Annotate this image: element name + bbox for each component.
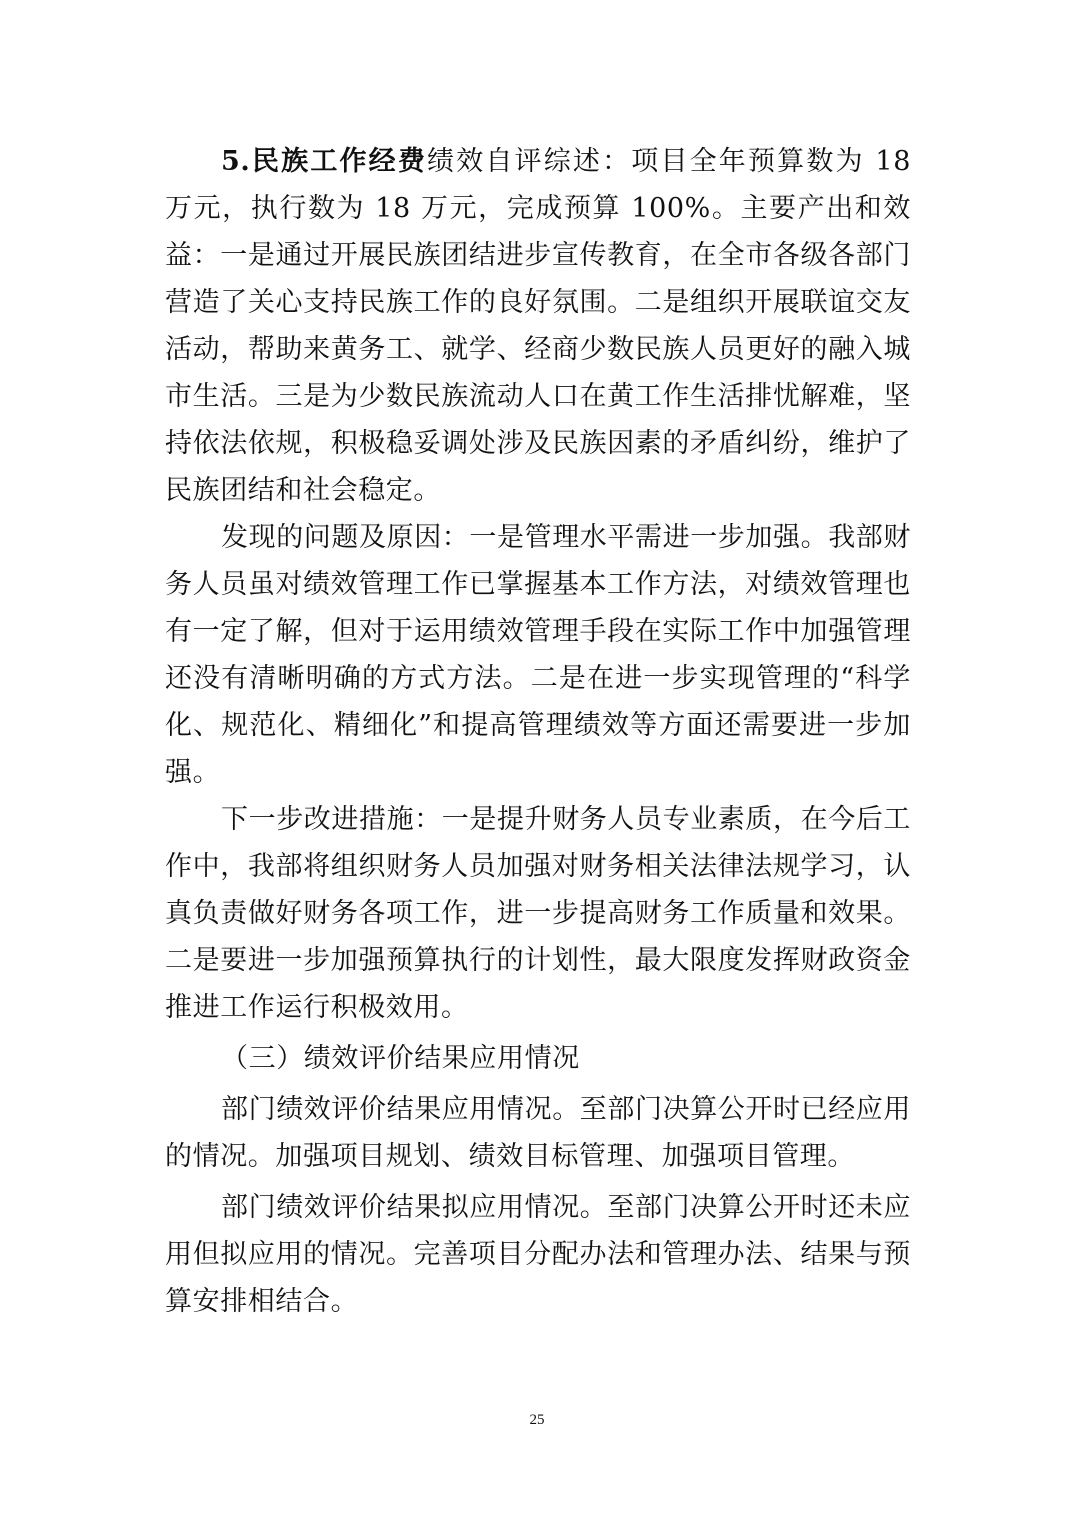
paragraph-ethnic-work-funding [165,138,911,514]
paragraph-results-applied: 部门绩效评价结果应用情况。至部门决算公开时已经应用的情况。加强项目规划、绩效目标管理、加强项目管理。 [165,1094,911,1172]
paragraph-improvement-measures: 下一步改进措施：一是提升财务人员专业素质，在今后工作中，我部将组织财务人员加强对财务相关法律法规学习，认真负责做好财务各项工作，进一步提高财务工作质量和效果。二是要进一步加强预算执行的计划性，最大限度发挥财政资金推进工作运行积极效用。 [165,804,911,1023]
document-body [165,138,911,1325]
page-number: 25 [529,1412,545,1428]
paragraph-problems-and-causes: 发现的问题及原因：一是管理水平需进一步加强。我部财务人员虽对绩效管理工作已掌握基本工作方法，对绩效管理也有一定了解，但对于运用绩效管理手段在实际工作中加强管理还没有清晰明确的方式方法。二是在进一步实现管理的“科学化、规范化、精细化”和提高管理绩效等方面还需要进一步加强。 [165,522,911,788]
paragraph-text: 绩效自评综述：项目全年预算数为 18 万元，执行数为 18 万元，完成预算 100%。主要产出和效益：一是通过开展民族团结进步宣传教育，在全市各级各部门营造了关心支持民族工作的良好氛围。二是组织开展联谊交友活动，帮助来黄务工、就学、经商少数民族人员更好的融入城市生活。三是为少数民族流动人口在黄工作生活排忧解难，坚持依法依规，积极稳妥调处涉及民族因素的矛盾纠纷，维护了民族团结和社会稳定。 [165,146,911,506]
section-heading: （三）绩效评价结果应用情况 [221,1043,580,1074]
paragraph-lead-title: 5.民族工作经费 [221,146,428,177]
paragraph-results-planned: 部门绩效评价结果拟应用情况。至部门决算公开时还未应用但拟应用的情况。完善项目分配办法和管理办法、结果与预算安排相结合。 [165,1192,911,1317]
